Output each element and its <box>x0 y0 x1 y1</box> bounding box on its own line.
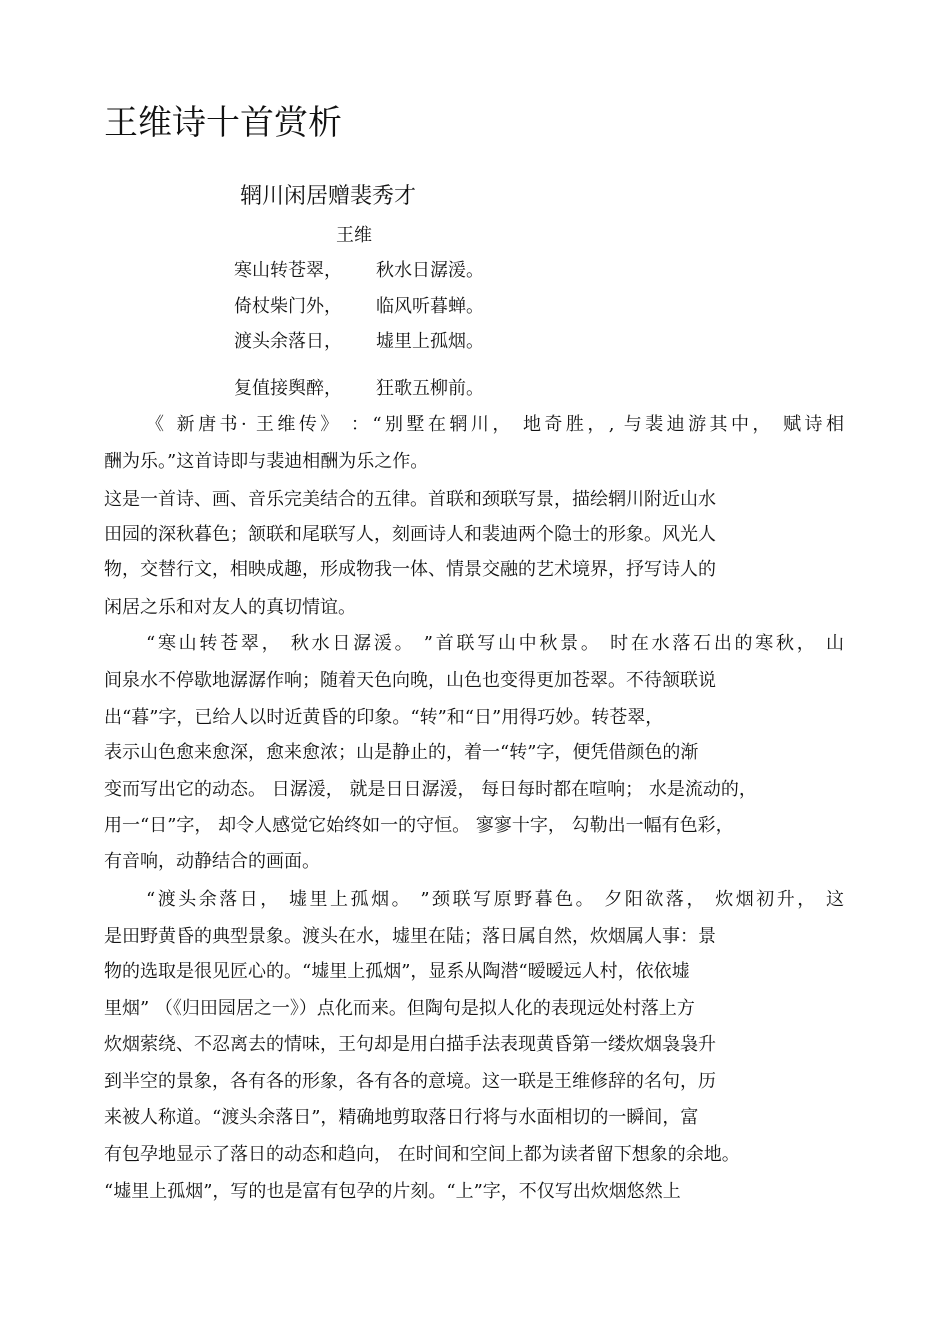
verse-second-half: 狂歌五柳前。 <box>376 378 484 399</box>
poem-title: 辋川闲居赠裴秀才 <box>240 184 417 209</box>
verse-first-half: 寒山转苍翠， <box>234 260 342 281</box>
body-text-line: 出“暮”字，已给人以时近黄昏的印象。“转”和“日”用得巧妙。转苍翠， <box>104 707 664 728</box>
body-text-line: 有包孕地显示了落日的动态和趋向， 在时间和空间上都为读者留下想象的余地。 <box>104 1144 740 1165</box>
document-title: 王维诗十首赏析 <box>104 103 342 143</box>
body-text-line: 炊烟萦绕、不忍离去的情味，王句却是用白描手法表现黄昏第一缕炊烟袅袅升 <box>104 1034 716 1055</box>
body-text-line: 闲居之乐和对友人的真切情谊。 <box>104 597 356 618</box>
body-text-line: “墟里上孤烟”，写的也是富有包孕的片刻。“上”字，不仅写出炊烟悠然上 <box>104 1181 681 1202</box>
poem-verse-4 <box>234 375 484 403</box>
poem-verse-1 <box>234 257 484 285</box>
body-text-line: 到半空的景象，各有各的形象，各有各的意境。这一联是王维修辞的名句，历 <box>104 1071 716 1092</box>
poem-verse-2 <box>234 293 484 321</box>
verse-second-half: 秋水日潺湲。 <box>376 260 484 281</box>
body-text-line: 变而写出它的动态。 日潺湲， 就是日日潺湲， 每日每时都在喧响； 水是流动的， <box>104 779 757 800</box>
body-text-line: 来被人称道。“渡头余落日”，精确地剪取落日行将与水面相切的一瞬间，富 <box>104 1107 699 1128</box>
body-text-line: 酬为乐。”这首诗即与裴迪相酬为乐之作。 <box>104 451 429 472</box>
body-text-line: 田园的深秋暮色；颔联和尾联写人，刻画诗人和裴迪两个隐士的形象。风光人 <box>104 524 716 545</box>
body-text-line: 用一“日”字， 却令人感觉它始终如一的守恒。 寥寥十字， 勾勒出一幅有色彩， <box>104 815 734 836</box>
verse-second-half: 临风听暮蝉。 <box>376 296 484 317</box>
body-text-line: 《 新唐书· 王维传》 ：“别墅在辋川， 地奇胜，, 与裴迪游其中， 赋诗相 <box>146 414 844 435</box>
body-text-line: 里烟” （《归田园居之一》）点化而来。但陶句是拟人化的表现远处村落上方 <box>104 998 695 1019</box>
body-text-line: 有音响，动静结合的画面。 <box>104 851 320 872</box>
body-text-line: 物，交替行文，相映成趣，形成物我一体、情景交融的艺术境界，抒写诗人的 <box>104 559 716 580</box>
poem-verse-3 <box>234 328 484 356</box>
body-text-line: 这是一首诗、画、音乐完美结合的五律。首联和颈联写景，描绘辋川附近山水 <box>104 489 716 510</box>
body-text-line: 间泉水不停歇地潺潺作响；随着天色向晚，山色也变得更加苍翠。不待颔联说 <box>104 670 716 691</box>
verse-first-half: 渡头余落日， <box>234 331 342 352</box>
body-text-line: “渡头余落日， 墟里上孤烟。 ”颈联写原野暮色。 夕阳欲落， 炊烟初升， 这 <box>146 889 844 910</box>
verse-first-half: 倚杖柴门外， <box>234 296 342 317</box>
body-text-line: 物的选取是很见匠心的。“墟里上孤烟”，显系从陶潜“暧暧远人村，依依墟 <box>104 961 690 982</box>
verse-second-half: 墟里上孤烟。 <box>376 331 484 352</box>
poem-author: 王维 <box>336 225 372 246</box>
body-text-line: 是田野黄昏的典型景象。渡头在水，墟里在陆；落日属自然，炊烟属人事：景 <box>104 926 716 947</box>
verse-first-half: 复值接舆醉， <box>234 378 342 399</box>
body-text-line: 表示山色愈来愈深，愈来愈浓；山是静止的，着一“转”字，便凭借颜色的渐 <box>104 742 699 763</box>
body-text-line: “寒山转苍翠， 秋水日潺湲。 ”首联写山中秋景。 时在水落石出的寒秋， 山 <box>146 633 844 654</box>
